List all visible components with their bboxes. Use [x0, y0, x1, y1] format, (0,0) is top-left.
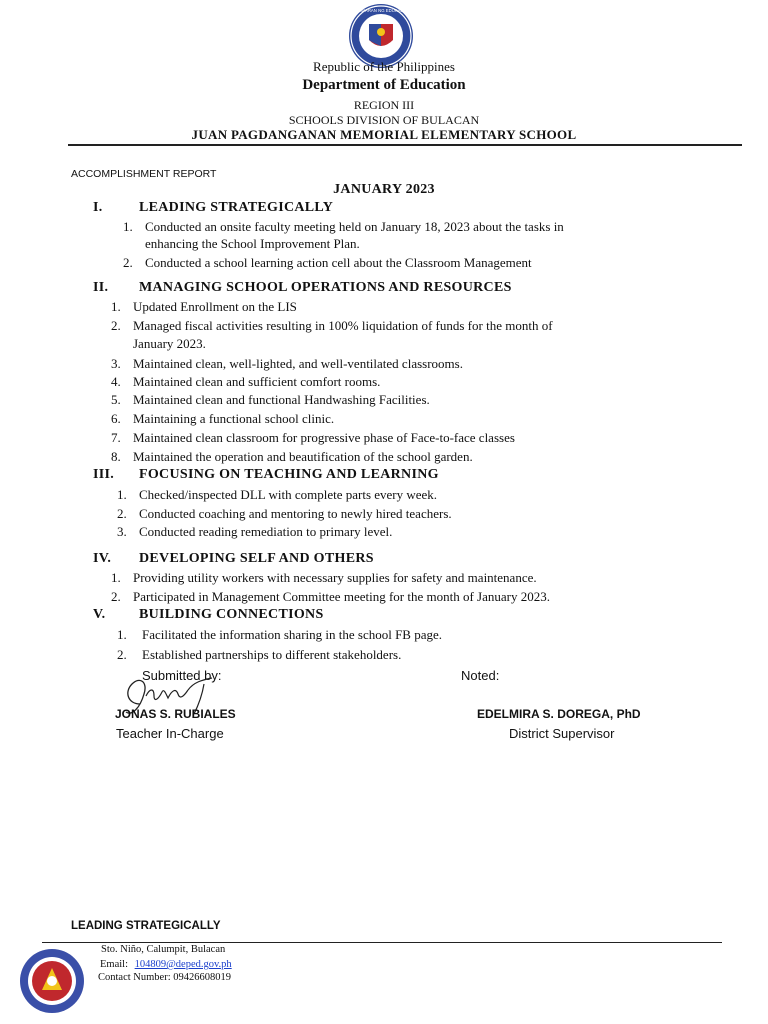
- footer-heading: LEADING STRATEGICALLY: [71, 920, 221, 932]
- item-number: 3.: [117, 524, 127, 539]
- list-item: Conducted reading remediation to primary level.: [139, 524, 393, 539]
- item-number: 2.: [111, 318, 121, 333]
- report-month: JANUARY 2023: [333, 182, 435, 197]
- item-number: 2.: [117, 506, 127, 521]
- item-number: 2.: [111, 589, 121, 604]
- email-link[interactable]: 104809@deped.gov.ph: [134, 959, 232, 970]
- list-item: Conducted a school learning action cell about the Classroom Management: [145, 255, 532, 270]
- noted-label: Noted:: [461, 668, 500, 683]
- list-item: Conducted an onsite faculty meeting held on January 18, 2023 about the tasks in: [145, 219, 564, 234]
- section-numeral: III.: [93, 467, 115, 482]
- item-number: 1.: [123, 219, 133, 234]
- division-line: SCHOOLS DIVISION OF BULACAN: [288, 113, 480, 127]
- item-number: 3.: [111, 356, 121, 371]
- header-divider: [68, 144, 742, 146]
- school-name: JUAN PAGDANGANAN MEMORIAL ELEMENTARY SCHOOL: [191, 127, 577, 142]
- section-numeral: IV.: [93, 551, 112, 566]
- list-item: Maintained clean, well-lighted, and well-ventilated classrooms.: [133, 356, 463, 371]
- section-title: FOCUSING ON TEACHING AND LEARNING: [139, 467, 439, 482]
- list-item: Conducted coaching and mentoring to newly hired teachers.: [139, 506, 452, 521]
- item-number: 7.: [111, 430, 121, 445]
- item-number: 2.: [117, 647, 127, 662]
- section-title: MANAGING SCHOOL OPERATIONS AND RESOURCES: [139, 280, 512, 295]
- submitter-role: Teacher In-Charge: [116, 726, 224, 741]
- list-item: Maintained the operation and beautification of the school garden.: [133, 449, 473, 464]
- list-item: Managed fiscal activities resulting in 100% liquidation of funds for the month of: [133, 318, 553, 333]
- item-number: 5.: [111, 392, 121, 407]
- item-number: 1.: [117, 627, 127, 642]
- list-item: Providing utility workers with necessary supplies for safety and maintenance.: [133, 570, 537, 585]
- item-number: 1.: [111, 299, 121, 314]
- school-seal-logo: [16, 948, 88, 1014]
- submitted-by-label: Submitted by:: [142, 668, 222, 683]
- list-item-continuation: enhancing the School Improvement Plan.: [145, 236, 360, 251]
- list-item: Participated in Management Committee meeting for the month of January 2023.: [133, 589, 550, 604]
- email-label: Email:: [100, 959, 128, 970]
- list-item: Maintaining a functional school clinic.: [133, 411, 335, 426]
- submitter-name: JONAS S. RUBIALES: [115, 707, 236, 721]
- republic-line: Republic of the Philippines: [313, 59, 455, 74]
- footer-address: Sto. Niño, Calumpit, Bulacan: [101, 944, 226, 955]
- list-item: Maintained clean classroom for progressive phase of Face-to-face classes: [133, 430, 515, 445]
- list-item: Maintained clean and sufficient comfort rooms.: [133, 374, 381, 389]
- list-item: Facilitated the information sharing in the school FB page.: [142, 627, 443, 642]
- list-item: Established partnerships to different stakeholders.: [142, 647, 402, 662]
- report-label: ACCOMPLISHMENT REPORT: [71, 168, 217, 180]
- section-numeral: II.: [93, 280, 109, 295]
- svg-text:KAGAWARAN NG EDUKASYON: KAGAWARAN NG EDUKASYON: [349, 8, 413, 13]
- item-number: 2.: [123, 255, 133, 270]
- item-number: 6.: [111, 411, 121, 426]
- item-number: 1.: [117, 487, 127, 502]
- noter-name: EDELMIRA S. DOREGA, PhD: [477, 707, 641, 721]
- item-number: 8.: [111, 449, 121, 464]
- section-numeral: I.: [93, 200, 103, 215]
- section-title: LEADING STRATEGICALLY: [139, 200, 334, 215]
- section-title: DEVELOPING SELF AND OTHERS: [139, 551, 374, 566]
- footer-divider: [42, 942, 722, 943]
- section-numeral: V.: [93, 607, 106, 622]
- section-title: BUILDING CONNECTIONS: [139, 607, 324, 622]
- list-item: Updated Enrollment on the LIS: [133, 299, 297, 314]
- footer-email-row: [100, 959, 232, 970]
- department-title: Department of Education: [302, 77, 466, 93]
- item-number: 4.: [111, 374, 121, 389]
- item-number: 1.: [111, 570, 121, 585]
- footer-contact: Contact Number: 09426608019: [98, 972, 231, 983]
- list-item: Checked/inspected DLL with complete parts every week.: [139, 487, 438, 502]
- noter-role: District Supervisor: [509, 726, 615, 741]
- list-item-continuation: January 2023.: [133, 336, 206, 351]
- list-item: Maintained clean and functional Handwashing Facilities.: [133, 392, 430, 407]
- region-line: REGION III: [353, 98, 415, 112]
